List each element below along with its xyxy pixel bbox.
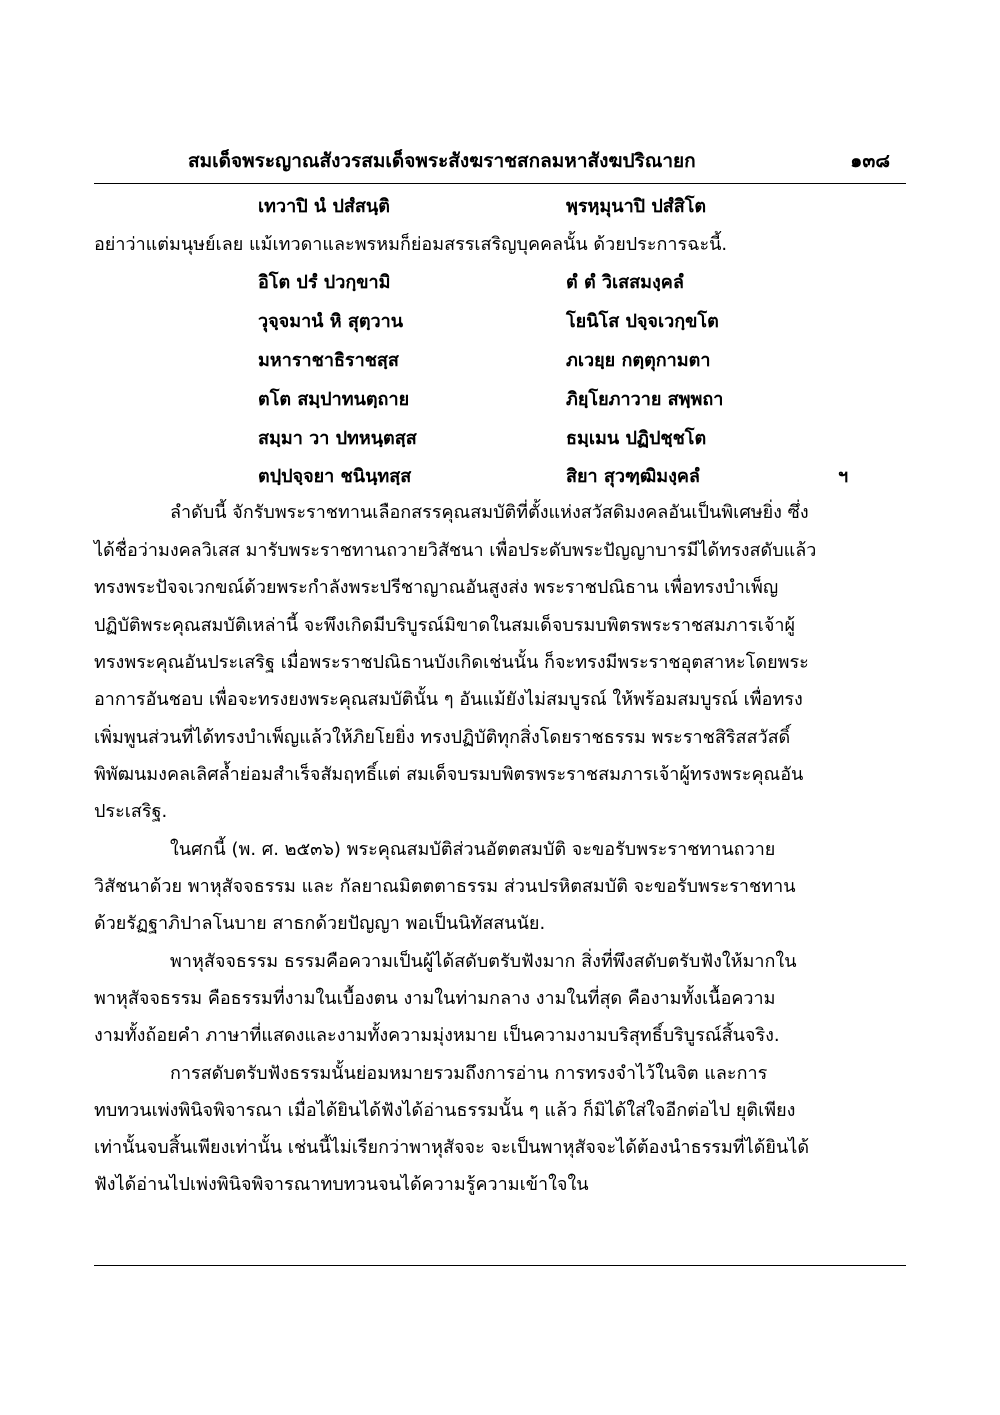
verse-line-right: ภเวยฺย กตฺตุกามตา — [566, 350, 711, 371]
header-divider — [94, 183, 906, 184]
verse-line-left: วุจฺจมานํ หิ สุตฺวาน — [258, 311, 404, 332]
verse-line-right: โยนิโส ปจฺจเวกฺขโต — [566, 311, 719, 332]
paragraph-line: พิพัฒนมงคลเลิศล้ำย่อมสำเร็จสัมฤทธิ์แต่ สมเด็จบรมบพิตรพระราชสมภารเจ้าผู้ทรงพระคุณอัน — [94, 764, 804, 785]
paragraph-line: ได้ชื่อว่ามงคลวิเสส มารับพระราชทานถวายวิสัชนา เพื่อประดับพระปัญญาบารมีได้ทรงสดับแล้ว — [94, 540, 817, 561]
verse-line-left: อิโต ปรํ ปวกฺขามิ — [258, 272, 391, 293]
paragraph-line: การสดับตรับฟังธรรมนั้นย่อมหมายรวมถึงการอ่าน การทรงจำไว้ในจิต และการ — [170, 1063, 768, 1084]
paragraph-line: ในศกนี้ (พ. ศ. ๒๕๓๖) พระคุณสมบัติส่วนอัตตสมบัติ จะขอรับพระราชทานถวาย — [170, 839, 776, 860]
verse-line-left: ตโต สมฺปาทนตฺถาย — [258, 389, 410, 410]
paragraph-line: เท่านั้นจบสิ้นเพียงเท่านั้น เช่นนี้ไม่เรียกว่าพาหุสัจจะ จะเป็นพาหุสัจจะได้ต้องนำธรรมที่ได้ยินได้ — [94, 1137, 810, 1158]
footer-divider — [94, 1265, 906, 1266]
paragraph-line: ลำดับนี้ จักรับพระราชทานเลือกสรรคุณสมบัติที่ตั้งแห่งสวัสดิมงคลอันเป็นพิเศษยิ่ง ซึ่ง — [170, 502, 809, 523]
paragraph-line: พาหุสัจจธรรม คือธรรมที่งามในเบื้องตน งามในท่ามกลาง งามในที่สุด คืองามทั้งเนื้อความ — [94, 988, 776, 1009]
intro-line: อย่าว่าแต่มนุษย์เลย แม้เทวดาและพรหมก็ย่อมสรรเสริญบุคคลนั้น ด้วยประการฉะนี้. — [94, 234, 728, 255]
paragraph-line: ปฏิบัติพระคุณสมบัติเหล่านี้ จะพึงเกิดมีบริบูรณ์มิขาดในสมเด็จบรมบพิตรพระราชสมภารเจ้าผู้ — [94, 615, 796, 636]
page-number: ๑๓๘ — [850, 150, 890, 172]
paragraph-line: ทรงพระปัจจเวกขณ์ด้วยพระกำลังพระปรีชาญาณอันสูงส่ง พระราชปณิธาน เพื่อทรงบำเพ็ญ — [94, 577, 779, 598]
paragraph-line: ฟังได้อ่านไปเพ่งพินิจพิจารณาทบทวนจนได้ความรู้ความเข้าใจใน — [94, 1174, 589, 1195]
paragraph-line: พาหุสัจจธรรม ธรรมคือความเป็นผู้ได้สดับตรับฟังมาก สิ่งที่พึงสดับตรับฟังให้มากใน — [170, 951, 797, 972]
paragraph-line: เพิ่มพูนส่วนที่ได้ทรงบำเพ็ญแล้วให้ภิยโยยิ่ง ทรงปฏิบัติทุกสิ่งโดยราชธรรม พระราชสิริสสวัสดิ์ — [94, 727, 791, 748]
paragraph-line: งามทั้งถ้อยคำ ภาษาที่แสดงและงามทั้งความมุ่งหมาย เป็นความงามบริสุทธิ์บริบูรณ์สิ้นจริง. — [94, 1025, 780, 1046]
paragraph-line: อาการอันชอบ เพื่อจะทรงยงพระคุณสมบัตินั้น ๆ อันแม้ยังไม่สมบูรณ์ ให้พร้อมสมบูรณ์ เพื่อทรง — [94, 689, 803, 710]
verse-line-left: ตปฺปจฺจยา ชนินฺทสฺส — [258, 466, 412, 487]
verse-top-right: พฺรหฺมุนาปิ ปสํสิโต — [566, 196, 707, 217]
verse-line-right: สิยา สุวฑฺฒิมงฺคลํ — [566, 466, 700, 487]
verse-line-left: สมฺมา วา ปทหนฺตสฺส — [258, 428, 417, 449]
paragraph-line: ประเสริฐ. — [94, 801, 168, 822]
verse-line-right: ตํ ตํ วิเสสมงฺคลํ — [566, 272, 684, 293]
verse-line-right: ภิยฺโยภาวาย สพฺพถา — [566, 389, 724, 410]
verse-line-left: มหาราชาธิราชสฺส — [258, 350, 399, 371]
page-header — [94, 146, 906, 180]
verse-line-right: ธมฺเมน ปฏิปชฺชโต — [566, 428, 707, 449]
verse-top-left: เทวาปิ นํ ปสํสนฺติ — [258, 196, 390, 217]
paragraph-line: วิสัชนาด้วย พาหุสัจจธรรม และ กัลยาณมิตตตาธรรม ส่วนปรหิตสมบัติ จะขอรับพระราชทาน — [94, 876, 796, 897]
running-title: สมเด็จพระญาณสังวรสมเด็จพระสังฆราชสกลมหาสังฆปริณายก — [188, 150, 696, 172]
paragraph-line: ด้วยรัฏฐาภิปาลโนบาย สาธกด้วยปัญญา พอเป็นนิทัสสนนัย. — [94, 913, 546, 934]
paragraph-line: ทรงพระคุณอันประเสริฐ เมื่อพระราชปณิธานบังเกิดเช่นนั้น ก็จะทรงมีพระราชอุตสาหะโดยพระ — [94, 652, 809, 673]
paragraph-line: ทบทวนเพ่งพินิจพิจารณา เมื่อได้ยินได้ฟังได้อ่านธรรมนั้น ๆ แล้ว ก็มิได้ใส่ใจอีกต่อไป ยุติเพียง — [94, 1100, 796, 1121]
verse-end-mark: ฯ — [838, 466, 849, 487]
